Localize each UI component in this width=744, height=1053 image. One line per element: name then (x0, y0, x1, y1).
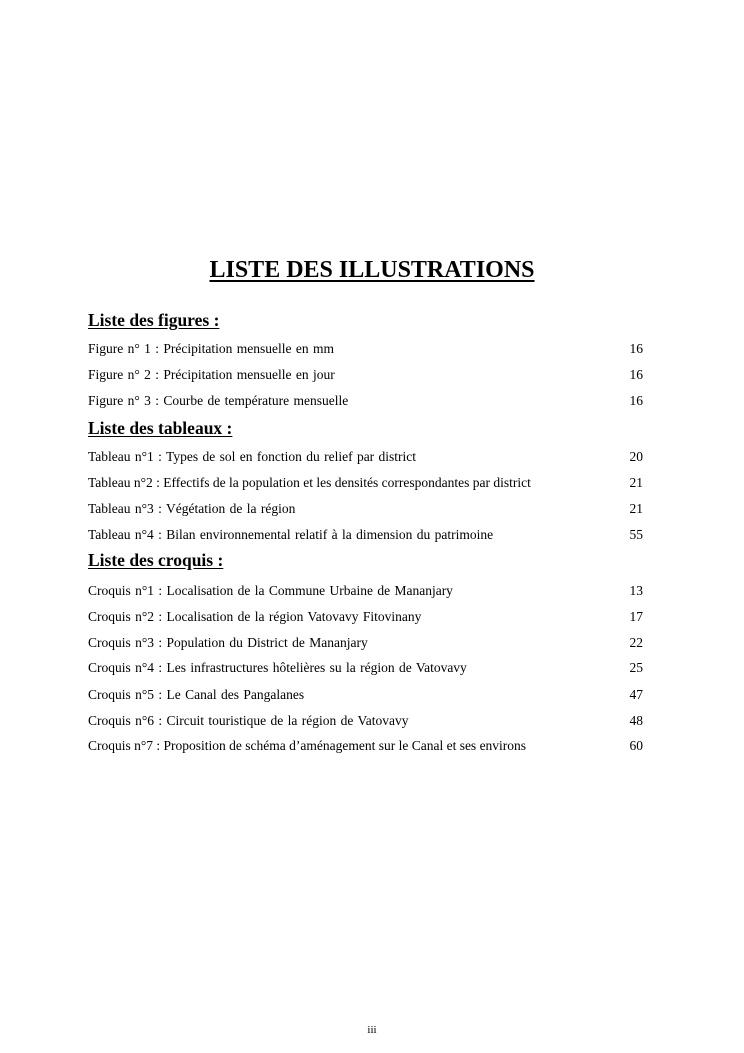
croquis-entry-page: 25 (629, 660, 643, 675)
figure-entry-page: 16 (629, 367, 643, 382)
tableau-entry-label: Tableau n°4 : Bilan environnemental relatif à la dimension du patrimoine (88, 527, 494, 542)
croquis-entry-page: 47 (629, 687, 643, 702)
tableau-entry-label: Tableau n°1 : Types de sol en fonction du relief par district (88, 449, 417, 464)
croquis-entry (88, 581, 643, 601)
figure-entry (88, 391, 643, 411)
tableau-entry-page: 20 (629, 449, 643, 464)
tableau-entry (88, 525, 643, 545)
tableau-entry-page: 55 (629, 527, 643, 542)
figure-entry-page: 16 (629, 393, 643, 408)
tableau-entry-page: 21 (629, 501, 643, 516)
croquis-entry (88, 658, 643, 678)
croquis-entry-page: 48 (629, 713, 643, 728)
tableau-entry (88, 499, 643, 519)
croquis-entry-label: Croquis n°2 : Localisation de la région Vatovavy Fitovinany (88, 609, 422, 624)
croquis-entry (88, 711, 643, 731)
page-title (0, 256, 744, 284)
tableau-entry (88, 447, 643, 467)
croquis-entry-page: 13 (629, 583, 643, 598)
croquis-entry-page: 17 (629, 609, 643, 624)
croquis-entry-label: Croquis n°3 : Population du District de Mananjary (88, 635, 368, 650)
figure-entry-label: Figure n° 1 : Précipitation mensuelle en mm (88, 341, 334, 356)
croquis-entry (88, 736, 643, 756)
tableau-entry (88, 473, 643, 493)
figures-heading: Liste des figures : (88, 310, 220, 330)
croquis-entry (88, 685, 643, 705)
page-title-text: LISTE DES ILLUSTRATIONS (209, 257, 535, 283)
page-number: iii (367, 1024, 377, 1036)
tableau-entry-label: Tableau n°2 : Effectifs de la population et les densités correspondantes par district (88, 475, 531, 490)
figure-entry (88, 365, 643, 385)
tableau-entry-label: Tableau n°3 : Végétation de la région (88, 501, 296, 516)
tableau-entry-page: 21 (629, 475, 643, 490)
figure-entry-label: Figure n° 3 : Courbe de température mensuelle (88, 393, 349, 408)
croquis-entry-label: Croquis n°4 : Les infrastructures hôtelières su la région de Vatovavy (88, 660, 467, 675)
croquis-entry-label: Croquis n°7 : Proposition de schéma d’aménagement sur le Canal et ses environs (88, 738, 527, 753)
croquis-entry (88, 633, 643, 653)
croquis-entry (88, 607, 643, 627)
figure-entry-label: Figure n° 2 : Précipitation mensuelle en jour (88, 367, 335, 382)
croquis-entry-label: Croquis n°5 : Le Canal des Pangalanes (88, 687, 305, 702)
figure-entry-page: 16 (629, 341, 643, 356)
croquis-heading: Liste des croquis : (88, 550, 224, 570)
croquis-entry-label: Croquis n°6 : Circuit touristique de la région de Vatovavy (88, 713, 409, 728)
croquis-entry-label: Croquis n°1 : Localisation de la Commune Urbaine de Mananjary (88, 583, 453, 598)
croquis-entry-page: 60 (629, 738, 643, 753)
tableaux-heading: Liste des tableaux : (88, 418, 233, 438)
croquis-entry-page: 22 (629, 635, 643, 650)
figure-entry (88, 339, 643, 359)
